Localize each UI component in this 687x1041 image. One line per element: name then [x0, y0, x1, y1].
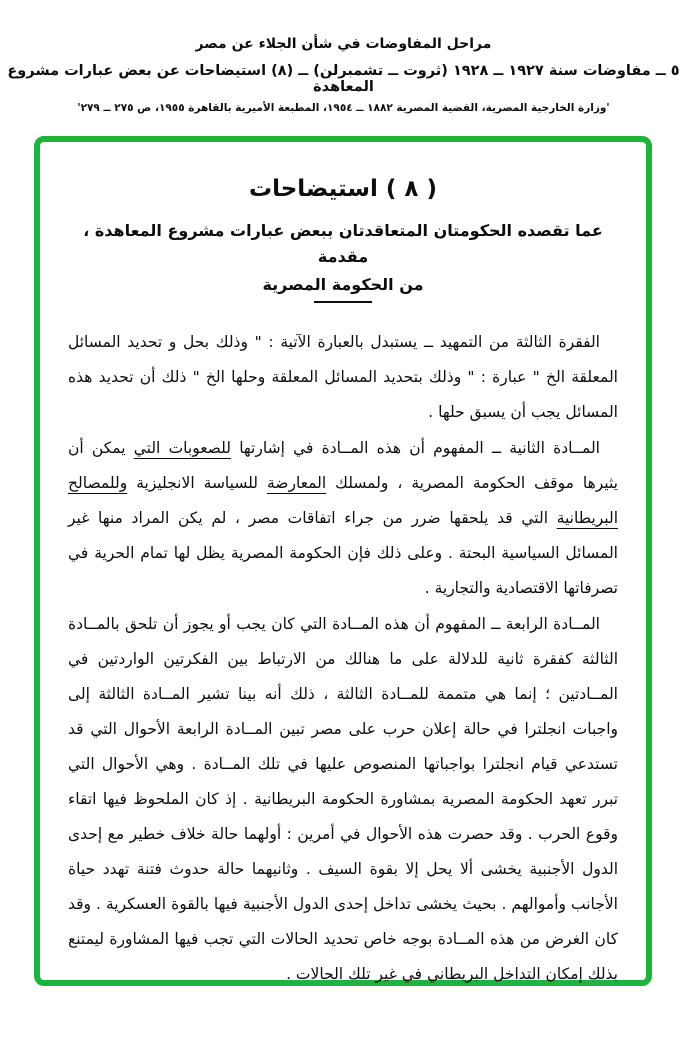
header-chapter-title: ٥ ــ مفاوضات سنة ١٩٢٧ ــ ١٩٢٨ (ثروت ــ تشمبرلن) ــ (٨) استيضاحات عن بعض عبارات مشروع المعاهدة	[7, 63, 680, 95]
document-green-frame	[34, 136, 652, 986]
document-body	[68, 325, 618, 992]
header-series-title: مراحل المفاوضات في شأن الجلاء عن مصر	[195, 36, 492, 52]
document-title: ( ٨ ) استيضاحات	[248, 176, 437, 202]
paragraph-article-4: المــادة الرابعة ــ المفهوم أن هذه المــادة التي كان يجب أو يجوز أن تلحق بالمــادة الثالثة كفقرة ثانية للدلالة على ما هنالك من الارتباط بين الفكرتين الواردتين في المــادتين ؛ إنما هي متممة للمــادة الثالثة ، ذلك أنه بينا تشير المــادة الثالثة إلى واجبات انجلترا في حالة إعلان حرب على مصر تبين المــادة الرابعة الأحوال التي قد تستدعي قيام انجلترا بواجباتها المنصوص عليها في تلك المــادة . وهي الأحوال التي تبرر تعهد الحكومة المصرية بمشاورة الحكومة البريطانية . إذ كان الملحوظ فيها اتقاء وقوع الحرب . وقد حصرت هذه الأحوال في أمرين : أولهما حالة خلاف خطير مع إحدى الدول الأجنبية يخشى ألا يحل إلا بقوة السيف . وثانيهما حالة حدوث فتنة تهدد حياة الأجانب وأموالهم . بحيث يخشى تداخل إحدى الدول الأجنبية فيها بالقوة العسكرية . وقد كان الغرض من هذه المــادة بوجه خاص تحديد الحالات التي تجب فيها المشاورة ليمتنع بذلك إمكان التداخل البريطاني في غير تلك الحالات .	[68, 615, 618, 984]
document-subtitle: عما تقصده الحكومتان المتعاقدتان ببعض عبارات مشروع المعاهدة ، مقدمة	[83, 221, 603, 266]
page-header	[0, 36, 687, 114]
document-from-line: من الحكومة المصرية	[262, 275, 424, 295]
paragraph-article-2: المــادة الثانية ــ المفهوم أن هذه المــادة في إشارتها للصعوبات التي يمكن أن يثيرها موقف الحكومة المصرية ، ولمسلك المعارضة للسياسة الانجليزية وللمصالح البريطانية التي قد يلحقها ضرر من جراء اتفاقات مصر ، لم يكن المراد منها غير المسائل السياسية البحتة . وعلى ذلك فإن الحكومة المصرية يظل لها تمام الحرية في تصرفاتها الاقتصادية والتجارية .	[68, 439, 618, 598]
header-source-citation: 'وزارة الخارجية المصرية، القضية المصرية ١٨٨٢ ــ ١٩٥٤، المطبعة الأميرية بالقاهرة ١٩٥٥، ص ٢٧٥ ــ ٢٧٩'	[77, 102, 610, 114]
document-content	[40, 142, 646, 984]
paragraph-preamble-clause-3: الفقرة الثالثة من التمهيد ــ يستبدل بالعبارة الآتية : " وذلك بحل و تحديد المسائل المعلقة الخ " عبارة : " وذلك بتحديد المسائل المعلقة وحلها الخ " ذلك أن تحديد هذه المسائل يجب أن يسبق حلها .	[68, 333, 618, 422]
subtitle-rule-divider	[314, 301, 372, 303]
